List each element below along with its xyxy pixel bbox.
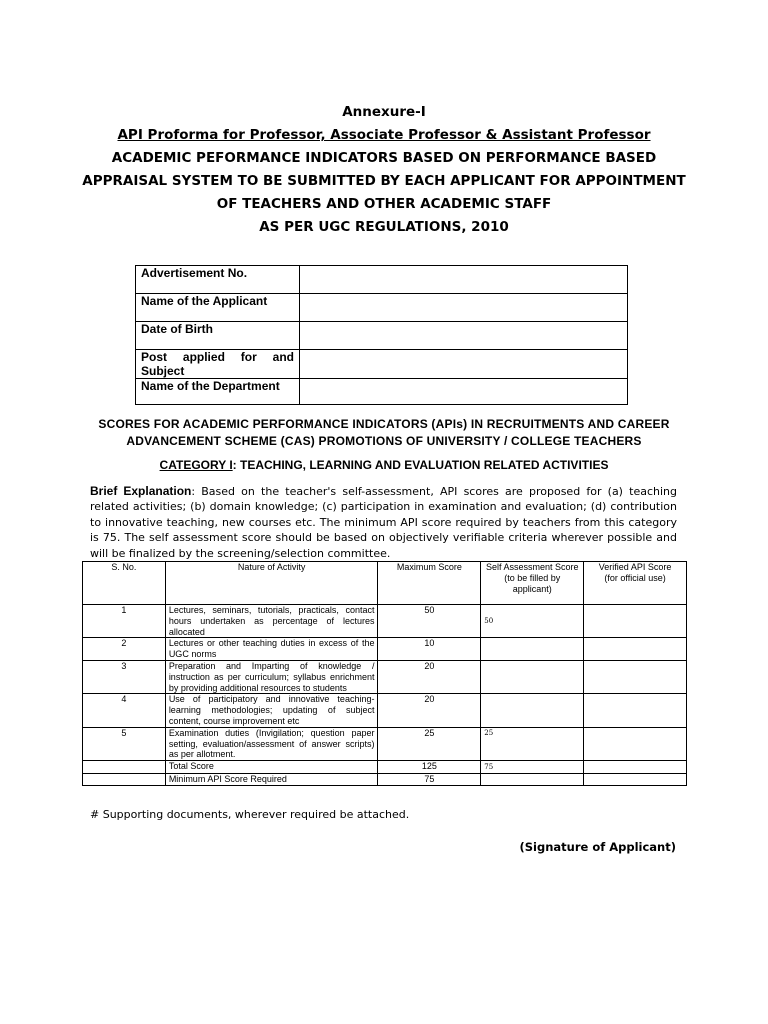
dob-label: Date of Birth: [136, 322, 300, 350]
row-self-score[interactable]: [481, 727, 584, 760]
row-self-score[interactable]: [481, 605, 584, 638]
minimum-blank-cell: [83, 773, 166, 785]
row-max-score: 10: [378, 638, 481, 661]
table-row: [83, 605, 687, 638]
title-line-2: APPRAISAL SYSTEM TO BE SUBMITTED BY EACH APPLICANT FOR APPOINTMENT: [82, 173, 686, 189]
row-self-score[interactable]: [481, 694, 584, 727]
post-label: [136, 350, 300, 379]
col-header-self-line-2: (to be filled by applicant): [504, 572, 561, 594]
title-line-4: AS PER UGC REGULATIONS, 2010: [259, 219, 509, 235]
row-verified-score[interactable]: [584, 660, 687, 693]
total-row: [83, 761, 687, 774]
category-title: : TEACHING, LEARNING AND EVALUATION RELATED ACTIVITIES: [232, 458, 609, 472]
row-max-score: 50: [378, 605, 481, 638]
table-row: [136, 322, 628, 350]
title-line-1: ACADEMIC PEFORMANCE INDICATORS BASED ON PERFORMANCE BASED: [111, 150, 657, 166]
signature-label: (Signature of Applicant): [519, 840, 676, 854]
total-self-score[interactable]: [481, 761, 584, 774]
total-label: Total Score: [165, 761, 378, 774]
total-verified-score[interactable]: [584, 761, 687, 774]
category-label: CATEGORY I: [159, 458, 233, 472]
row-nature: Use of participatory and innovative teaching-learning methodologies; updating of subject content, course improvement etc: [165, 694, 378, 727]
header-block: [0, 101, 768, 239]
self-score-value: 50: [484, 617, 494, 625]
category-heading: [0, 458, 768, 472]
row-self-score[interactable]: [481, 660, 584, 693]
total-blank-cell: [83, 761, 166, 774]
row-sno: 2: [83, 638, 166, 661]
brief-text: : Based on the teacher's self-assessment, API scores are proposed for (a) teaching related activities; (b) domain knowledge; (c) participation in examination and evaluation; (d) contribution to innovative teaching, new courses etc. The minimum API score required by teachers from this category is 75. The self assessment score should be based on objectively verifiable criteria wherever possible and will be finalized by the screening/selection committee.: [90, 485, 677, 560]
applicant-name-label: Name of the Applicant: [136, 294, 300, 322]
row-max-score: 20: [378, 694, 481, 727]
row-sno: 5: [83, 727, 166, 760]
table-row: [136, 266, 628, 294]
row-max-score: 20: [378, 660, 481, 693]
row-nature: Examination duties (Invigilation; question paper setting, evaluation/assessment of answer scripts) as per allotment.: [165, 727, 378, 760]
table-header-row: [83, 562, 687, 605]
col-header-verified-line-1: Verified API Score: [598, 562, 672, 572]
brief-explanation: [90, 484, 677, 561]
scores-title-line-2: ADVANCEMENT SCHEME (CAS) PROMOTIONS OF UNIVERSITY / COLLEGE TEACHERS: [126, 434, 642, 448]
brief-label: Brief Explanation: [90, 484, 192, 498]
row-sno: 4: [83, 694, 166, 727]
minimum-verified-score: [584, 773, 687, 785]
row-verified-score[interactable]: [584, 638, 687, 661]
dob-field[interactable]: [300, 322, 628, 350]
col-header-nature: Nature of Activity: [165, 562, 378, 605]
scores-title-line-1: SCORES FOR ACADEMIC PERFORMANCE INDICATORS (APIs) IN RECRUITMENTS AND CAREER: [98, 417, 670, 431]
minimum-row: [83, 773, 687, 785]
row-verified-score[interactable]: [584, 727, 687, 760]
minimum-label: Minimum API Score Required: [165, 773, 378, 785]
post-label-line-1: Post applied for and: [141, 350, 294, 364]
col-header-max: Maximum Score: [378, 562, 481, 605]
minimum-self-score: [481, 773, 584, 785]
row-max-score: 25: [378, 727, 481, 760]
supporting-documents-note: # Supporting documents, wherever required be attached.: [90, 808, 410, 821]
col-header-verified-line-2: (for official use): [604, 572, 666, 583]
table-row: [83, 727, 687, 760]
post-label-line-2: Subject: [141, 364, 185, 378]
row-nature: Lectures or other teaching duties in excess of the UGC norms: [165, 638, 378, 661]
table-row: [136, 379, 628, 405]
department-field[interactable]: [300, 379, 628, 405]
scores-title: [0, 416, 768, 450]
col-header-self: [481, 562, 584, 605]
advertisement-no-field[interactable]: [300, 266, 628, 294]
total-max-score: 125: [378, 761, 481, 774]
minimum-max-score: 75: [378, 773, 481, 785]
row-sno: 3: [83, 660, 166, 693]
col-header-sno: S. No.: [83, 562, 166, 605]
applicant-name-field[interactable]: [300, 294, 628, 322]
table-row: [136, 294, 628, 322]
row-sno: 1: [83, 605, 166, 638]
applicant-details-table: [135, 265, 628, 405]
table-row: [83, 638, 687, 661]
title-line-3: OF TEACHERS AND OTHER ACADEMIC STAFF: [216, 196, 552, 212]
row-self-score[interactable]: [481, 638, 584, 661]
table-row: [83, 694, 687, 727]
activity-score-table: [82, 561, 687, 786]
proforma-title: API Proforma for Professor, Associate Professor & Assistant Professor: [117, 127, 651, 143]
advertisement-no-label: Advertisement No.: [136, 266, 300, 294]
table-row: [83, 660, 687, 693]
row-nature: Lectures, seminars, tutorials, practicals, contact hours undertaken as percentage of lectures allocated: [165, 605, 378, 638]
row-verified-score[interactable]: [584, 605, 687, 638]
post-field[interactable]: [300, 350, 628, 379]
department-label: Name of the Department: [136, 379, 300, 405]
self-score-value: 25: [484, 728, 494, 737]
annexure-title: Annexure-I: [342, 104, 426, 120]
total-self-value: 75: [484, 763, 494, 772]
table-row: [136, 350, 628, 379]
row-verified-score[interactable]: [584, 694, 687, 727]
col-header-verified: [584, 562, 687, 605]
row-nature: Preparation and Imparting of knowledge / instruction as per curriculum; syllabus enrichment by providing additional resources to students: [165, 660, 378, 693]
col-header-self-line-1: Self Assessment Score: [485, 562, 579, 572]
